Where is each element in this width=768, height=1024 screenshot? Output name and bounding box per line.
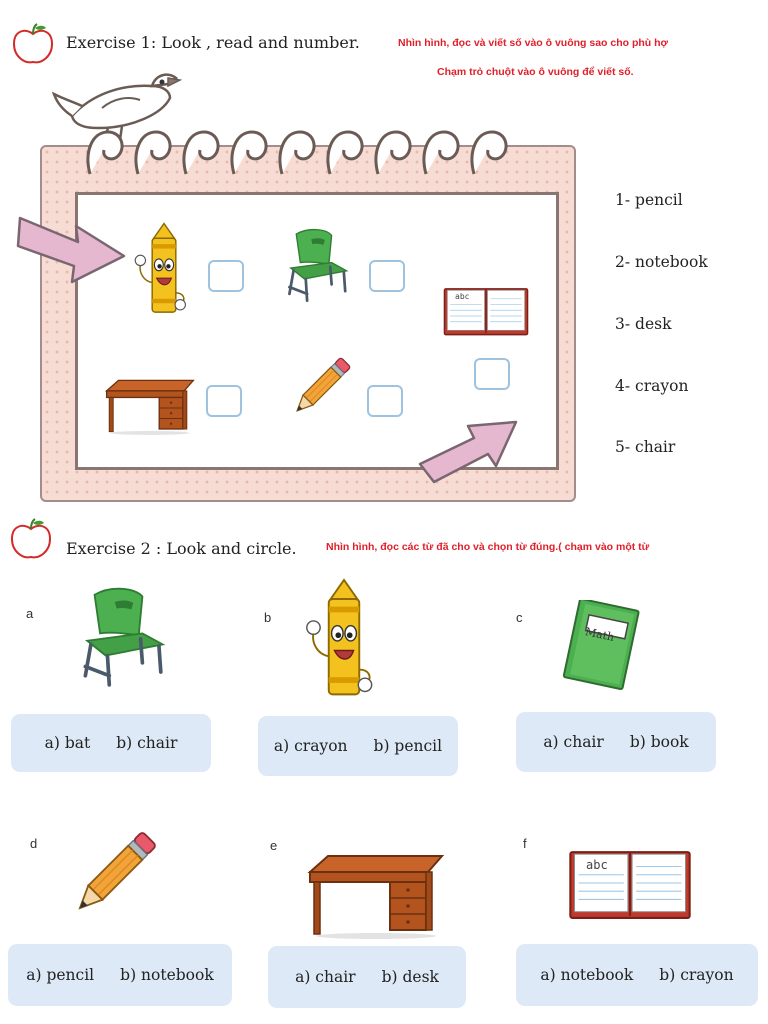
- exercise-2-instruction: Nhìn hình, đọc các từ đã cho và chọn từ đúng.( chạm vào một từ: [326, 541, 650, 553]
- answer-card-f: [516, 944, 758, 1006]
- card-letter: b: [264, 610, 272, 625]
- spiral-binding: [82, 122, 532, 194]
- vocab-item: 5- chair: [615, 438, 676, 456]
- notebook-abc-label: abc: [455, 292, 470, 301]
- option-b[interactable]: b) pencil: [373, 737, 443, 755]
- pencil-picture: [286, 352, 356, 422]
- card-letter: a: [26, 606, 34, 621]
- number-box-crayon[interactable]: [208, 260, 244, 292]
- exercise-1-hint: Chạm trỏ chuột vào ô vuông để viết số.: [437, 66, 634, 78]
- number-box-chair[interactable]: [369, 260, 405, 292]
- number-box-notebook[interactable]: [474, 358, 510, 390]
- math-book-label: Math: [583, 625, 616, 644]
- right-arrow-icon: [418, 412, 518, 490]
- option-b[interactable]: b) desk: [381, 968, 439, 986]
- answer-card-b: [258, 716, 458, 776]
- vocab-item: 1- pencil: [615, 191, 683, 209]
- answer-card-a: [11, 714, 211, 772]
- left-arrow-icon: [16, 198, 128, 290]
- chair-picture: [78, 586, 170, 690]
- card-letter: f: [523, 836, 527, 851]
- apple-icon: [8, 517, 54, 563]
- desk-picture: [104, 376, 196, 436]
- option-b[interactable]: b) notebook: [120, 966, 214, 984]
- vocab-item: 2- notebook: [615, 253, 708, 271]
- answer-card-e: [268, 946, 466, 1008]
- crayon-picture: [304, 578, 384, 702]
- option-a[interactable]: a) chair: [295, 968, 356, 986]
- card-letter: c: [516, 610, 523, 625]
- option-a[interactable]: a) chair: [543, 733, 604, 751]
- pencil-picture: [64, 820, 164, 928]
- option-a[interactable]: a) notebook: [540, 966, 634, 984]
- notebook-abc-label: abc: [586, 858, 608, 872]
- answer-card-d: [8, 944, 232, 1006]
- chair-picture: [284, 228, 352, 304]
- card-letter: e: [270, 838, 278, 853]
- number-box-desk[interactable]: [206, 385, 242, 417]
- option-a[interactable]: a) crayon: [273, 737, 348, 755]
- option-b[interactable]: b) chair: [116, 734, 178, 752]
- exercise-1-title: Exercise 1: Look , read and number.: [66, 33, 360, 52]
- apple-icon: [10, 22, 56, 68]
- card-letter: d: [30, 836, 38, 851]
- crayon-picture: [132, 222, 196, 318]
- option-b[interactable]: b) crayon: [659, 966, 734, 984]
- option-a[interactable]: a) bat: [44, 734, 91, 752]
- exercise-1-instruction: Nhìn hình, đọc và viết số vào ô vuông sao cho phù hợ: [398, 37, 668, 49]
- book-picture: [561, 600, 641, 690]
- option-a[interactable]: a) pencil: [26, 966, 95, 984]
- vocab-item: 4- crayon: [615, 377, 689, 395]
- vocab-item: 3- desk: [615, 315, 672, 333]
- exercise-2-title: Exercise 2 : Look and circle.: [66, 539, 297, 558]
- number-box-pencil[interactable]: [367, 385, 403, 417]
- desk-picture: [306, 850, 446, 940]
- option-b[interactable]: b) book: [629, 733, 689, 751]
- answer-card-c: [516, 712, 716, 772]
